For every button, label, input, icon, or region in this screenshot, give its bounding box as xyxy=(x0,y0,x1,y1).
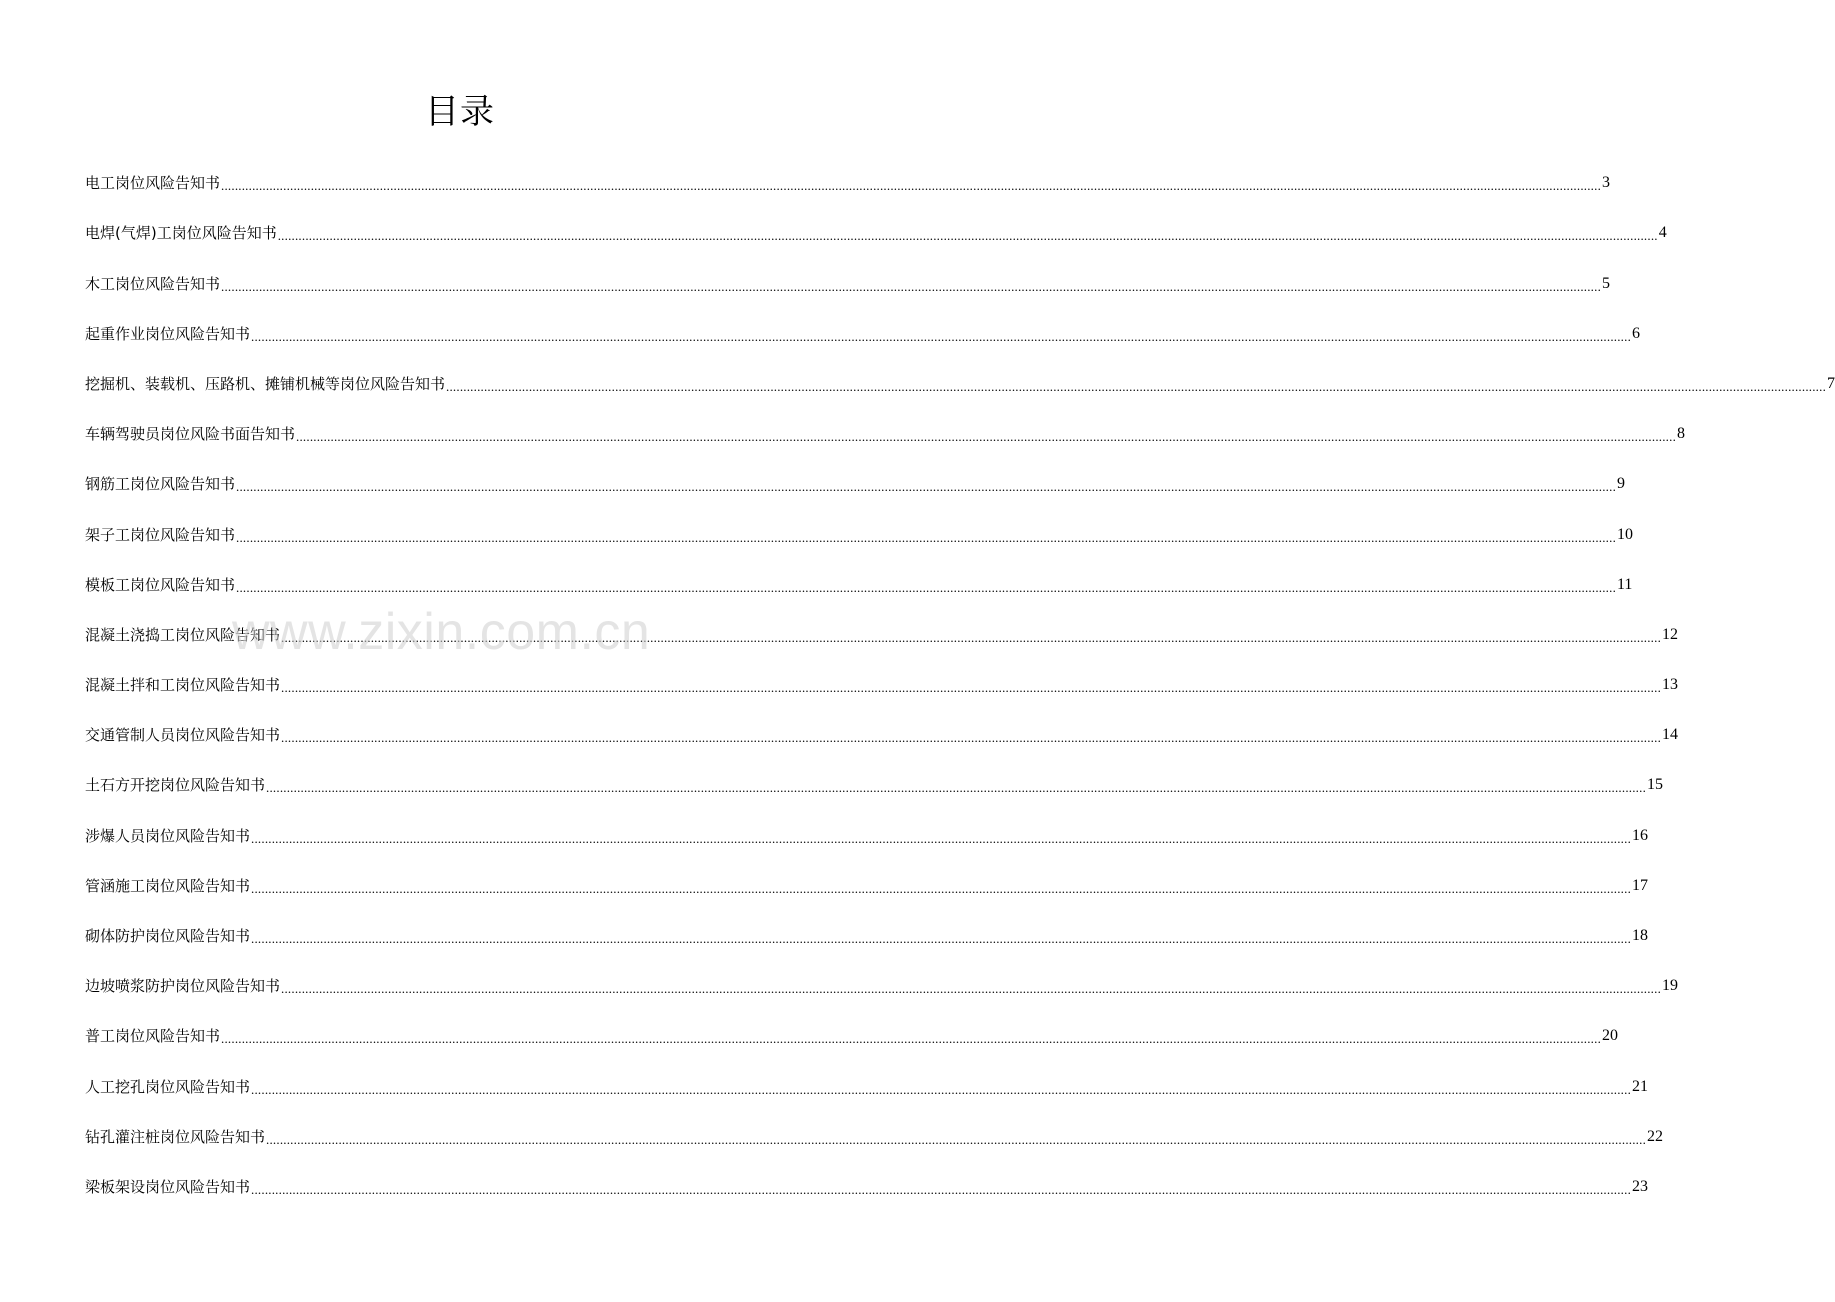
toc-dot-leader: ................................................................................................................................................................................................................................................................................................................................................................................................................ xyxy=(251,1181,1632,1197)
toc-dot-leader: ................................................................................................................................................................................................................................................................................................................................................................................................................ xyxy=(221,178,1602,194)
toc-entry[interactable] xyxy=(85,1051,1649,1101)
toc-entry[interactable] xyxy=(85,1001,1619,1051)
toc-entry-title: 钻孔灌注桩岗位风险告知书 xyxy=(85,1127,266,1146)
toc-entry-title: 架子工岗位风险告知书 xyxy=(85,525,236,544)
toc-entry[interactable] xyxy=(85,550,1633,600)
toc-entry-title: 管涵施工岗位风险告知书 xyxy=(85,876,251,895)
toc-entry-title: 模板工岗位风险告知书 xyxy=(85,575,236,594)
toc-dot-leader: ................................................................................................................................................................................................................................................................................................................................................................................................................ xyxy=(277,228,1658,244)
toc-entry[interactable] xyxy=(85,800,1649,850)
toc-entry[interactable] xyxy=(85,1152,1649,1202)
toc-entry[interactable] xyxy=(85,248,1611,298)
toc-entry[interactable] xyxy=(85,851,1649,901)
toc-entry[interactable] xyxy=(85,650,1679,700)
toc-entry-title: 混凝土拌和工岗位风险告知书 xyxy=(85,676,281,695)
toc-entry-page-number: 10 xyxy=(1617,525,1634,543)
toc-entry-page-number: 5 xyxy=(1602,274,1611,292)
toc-entry[interactable] xyxy=(85,600,1679,650)
toc-entry[interactable] xyxy=(85,349,1835,399)
toc-entry-title: 车辆驾驶员岗位风险书面告知书 xyxy=(85,425,296,444)
toc-entry[interactable] xyxy=(85,901,1649,951)
toc-dot-leader: ................................................................................................................................................................................................................................................................................................................................................................................................................ xyxy=(251,830,1632,846)
toc-entry-page-number: 14 xyxy=(1662,726,1679,744)
toc-dot-leader: ................................................................................................................................................................................................................................................................................................................................................................................................................ xyxy=(251,931,1632,946)
toc-entry[interactable] xyxy=(85,198,1667,248)
toc-dot-leader: ................................................................................................................................................................................................................................................................................................................................................................................................................ xyxy=(236,479,1617,495)
toc-entry-page-number: 7 xyxy=(1827,374,1835,392)
toc-entry-title: 起重作业岗位风险告知书 xyxy=(85,324,251,343)
toc-entry[interactable] xyxy=(85,299,1641,349)
toc-entry-page-number: 18 xyxy=(1632,927,1649,944)
toc-dot-leader: ................................................................................................................................................................................................................................................................................................................................................................................................................ xyxy=(281,629,1662,645)
toc-entry-page-number: 20 xyxy=(1602,1027,1619,1045)
toc-entry-page-number: 4 xyxy=(1658,224,1667,242)
toc-dot-leader: ................................................................................................................................................................................................................................................................................................................................................................................................................ xyxy=(281,730,1662,746)
toc-dot-leader: ................................................................................................................................................................................................................................................................................................................................................................................................................ xyxy=(236,529,1617,545)
toc-dot-leader: ................................................................................................................................................................................................................................................................................................................................................................................................................ xyxy=(236,579,1617,595)
toc-entry-title: 砌体防护岗位风险告知书 xyxy=(85,927,251,945)
toc-dot-leader: ................................................................................................................................................................................................................................................................................................................................................................................................................ xyxy=(251,328,1632,344)
toc-entry[interactable] xyxy=(85,499,1634,549)
toc-entry-title: 钢筋工岗位风险告知书 xyxy=(85,475,236,494)
toc-entry[interactable] xyxy=(85,449,1626,499)
toc-dot-leader: ................................................................................................................................................................................................................................................................................................................................................................................................................ xyxy=(221,278,1602,294)
toc-entry-title: 普工岗位风险告知书 xyxy=(85,1027,221,1046)
toc-entry-page-number: 16 xyxy=(1632,826,1649,844)
toc-dot-leader: ................................................................................................................................................................................................................................................................................................................................................................................................................ xyxy=(296,429,1677,445)
toc-entry[interactable] xyxy=(85,1102,1664,1152)
watermark: www.zixin.com.cn xyxy=(232,603,651,661)
toc-entry-page-number: 3 xyxy=(1602,174,1611,192)
toc-entry-page-number: 19 xyxy=(1662,977,1679,995)
toc-entry-page-number: 9 xyxy=(1617,475,1626,493)
toc-dot-leader: ................................................................................................................................................................................................................................................................................................................................................................................................................ xyxy=(266,780,1647,796)
toc-entry-page-number: 11 xyxy=(1617,575,1633,593)
toc-entry-page-number: 23 xyxy=(1632,1177,1649,1195)
toc-dot-leader: ................................................................................................................................................................................................................................................................................................................................................................................................................ xyxy=(251,880,1632,896)
toc-entry-title: 挖掘机、装载机、压路机、摊铺机械等岗位风险告知书 xyxy=(85,374,446,393)
toc-dot-leader: ................................................................................................................................................................................................................................................................................................................................................................................................................ xyxy=(251,1081,1632,1097)
toc-entry-title: 电焊(气焊)工岗位风险告知书 xyxy=(85,224,277,243)
toc-entry-title: 土石方开挖岗位风险告知书 xyxy=(85,776,266,795)
toc-entry-title: 混凝土浇捣工岗位风险告知书 xyxy=(85,625,281,644)
toc-entry-title: 电工岗位风险告知书 xyxy=(85,174,221,193)
toc-entry-page-number: 8 xyxy=(1677,425,1686,443)
toc-entry-title: 木工岗位风险告知书 xyxy=(85,274,221,293)
toc-entry-title: 交通管制人员岗位风险告知书 xyxy=(85,726,281,745)
toc-entry[interactable] xyxy=(85,951,1679,1001)
toc-entry-title: 梁板架设岗位风险告知书 xyxy=(85,1177,251,1196)
toc-entry-page-number: 13 xyxy=(1662,676,1679,694)
toc-dot-leader: ................................................................................................................................................................................................................................................................................................................................................................................................................ xyxy=(281,680,1662,696)
toc-entry[interactable] xyxy=(85,148,1611,198)
toc-entry-title: 人工挖孔岗位风险告知书 xyxy=(85,1077,251,1096)
toc-list xyxy=(85,148,1835,1202)
toc-entry-page-number: 15 xyxy=(1647,776,1664,794)
toc-entry-page-number: 22 xyxy=(1647,1127,1664,1145)
toc-dot-leader: ................................................................................................................................................................................................................................................................................................................................................................................................................ xyxy=(266,1131,1647,1147)
toc-entry-title: 涉爆人员岗位风险告知书 xyxy=(85,826,251,845)
toc-dot-leader: ................................................................................................................................................................................................................................................................................................................................................................................................................ xyxy=(281,981,1662,997)
toc-entry[interactable] xyxy=(85,399,1686,449)
toc-entry-title: 边坡喷浆防护岗位风险告知书 xyxy=(85,977,281,996)
toc-entry-page-number: 17 xyxy=(1632,876,1649,894)
toc-entry[interactable] xyxy=(85,750,1664,800)
toc-entry[interactable] xyxy=(85,700,1679,750)
toc-entry-page-number: 6 xyxy=(1632,324,1641,342)
toc-dot-leader: ................................................................................................................................................................................................................................................................................................................................................................................................................ xyxy=(221,1031,1602,1047)
toc-dot-leader: ................................................................................................................................................................................................................................................................................................................................................................................................................ xyxy=(446,378,1827,394)
toc-entry-page-number: 12 xyxy=(1662,625,1679,643)
page-title: 目录 xyxy=(425,92,495,132)
toc-entry-page-number: 21 xyxy=(1632,1077,1649,1095)
